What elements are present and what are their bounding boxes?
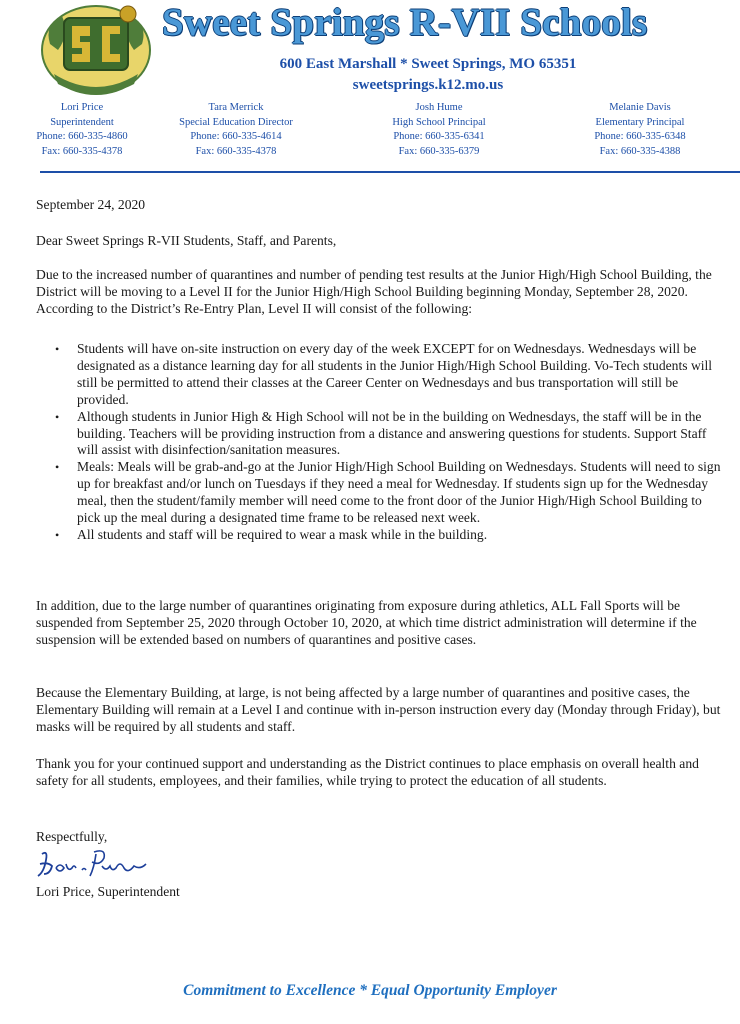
list-item-text: Although students in Junior High & High School will not be in the building on Wednesdays, the staff will be in the building. Teachers will be providing instruction from a distance and answering questions for students. Support Staff will assist with disinfection/sanitation measures. xyxy=(77,408,707,458)
footer-motto: Commitment to Excellence * Equal Opportunity Employer xyxy=(183,982,557,999)
fall-sports-paragraph: In addition, due to the large number of quarantines originating from exposure during athletics, ALL Fall Sports will be suspended from September 25, 2020 through October 10, 2020, at which time district administration will determine if the suspension will be extended based on numbers of quarantines and positive cases. xyxy=(36,598,697,647)
staff-phone: Phone: 660-335-4860 xyxy=(36,131,128,143)
staff-contact-sped-director xyxy=(160,101,312,159)
list-item xyxy=(55,526,727,544)
handwritten-signature-icon xyxy=(34,846,164,882)
letter-signer: Lori Price, Superintendent xyxy=(36,884,180,899)
list-item-text: All students and staff will be required to wear a mask while in the building. xyxy=(77,526,488,542)
staff-fax: Fax: 660-335-4378 xyxy=(41,145,123,157)
letter-closing: Respectfully, xyxy=(36,829,108,844)
list-item xyxy=(55,408,727,460)
elementary-paragraph: Because the Elementary Building, at large, is not being affected by a large number of quarantines and positive cases, the Elementary Building will remain at a Level I and continue with in-person instruction every day (Monday through Friday), but masks will be required by all students and staff. xyxy=(36,685,721,734)
staff-title: High School Principal xyxy=(392,116,486,128)
list-item-text: Students will have on-site instruction on every day of the week EXCEPT for on Wednesdays. Wednesdays will be designated as a distance learning day for all students in the Junior High/High School Building. Vo-Tech students will still be permitted to attend their classes at the Career Center on Wednesdays and bus transportation will still be provided. xyxy=(77,341,713,407)
letterhead xyxy=(0,0,740,176)
school-name: Sweet Springs R-VII Schools xyxy=(162,1,648,44)
letter-intro-paragraph: Due to the increased number of quarantines and number of pending test results at the Junior High/High School Building, the District will be moving to a Level II for the Junior High/High School Building beginning Monday, September 28, 2020. According to the District’s Re-Entry Plan, Level II will consist of the following: xyxy=(36,267,712,316)
letter-salutation: Dear Sweet Springs R-VII Students, Staff, and Parents, xyxy=(36,233,337,248)
district-address: 600 East Marshall * Sweet Springs, MO 65351 xyxy=(279,56,577,72)
district-website: sweetsprings.k12.mo.us xyxy=(352,77,504,93)
letter-date: September 24, 2020 xyxy=(36,197,146,212)
staff-fax: Fax: 660-335-6379 xyxy=(398,145,480,157)
staff-name: Tara Merrick xyxy=(208,102,264,113)
bullet-icon: • xyxy=(55,527,60,542)
bullet-icon: • xyxy=(55,409,60,424)
thank-you-paragraph: Thank you for your continued support and understanding as the District continues to place emphasis on overall health and safety for all students, employees, and their families, while trying to protect the education of all students. xyxy=(36,756,699,788)
bullet-icon: • xyxy=(55,460,60,475)
staff-contact-elem-principal xyxy=(570,101,710,159)
staff-name: Lori Price xyxy=(60,102,104,113)
list-item-text: Meals: Meals will be grab-and-go at the Junior High/High School Building on Wednesdays. Students will need to sign up for breakfast and/or lunch on Tuesdays if they need a meal for Wednesday. If students sign up for the Wednesday meal, then the student/family member will need come to the front door of the Junior High/High School Building to pick up the meal during a designated time frame to be released next week. xyxy=(77,459,721,526)
level-two-measures-list xyxy=(36,341,727,544)
staff-contact-superintendent xyxy=(20,101,144,159)
staff-phone: Phone: 660-335-6348 xyxy=(594,131,686,143)
staff-phone: Phone: 660-335-4614 xyxy=(190,131,282,143)
bullet-icon: • xyxy=(55,342,60,356)
staff-phone: Phone: 660-335-6341 xyxy=(393,131,485,143)
staff-contact-hs-principal xyxy=(372,101,506,159)
staff-fax: Fax: 660-335-4378 xyxy=(195,145,277,157)
school-crest-logo-icon xyxy=(40,4,152,96)
staff-title: Special Education Director xyxy=(179,116,293,128)
letterhead-divider xyxy=(40,171,740,173)
staff-title: Elementary Principal xyxy=(595,116,685,128)
list-item xyxy=(55,459,727,527)
list-item xyxy=(55,341,727,409)
staff-fax: Fax: 660-335-4388 xyxy=(599,145,681,157)
staff-title: Superintendent xyxy=(50,116,114,128)
staff-name: Josh Hume xyxy=(415,102,463,113)
staff-name: Melanie Davis xyxy=(609,102,671,113)
